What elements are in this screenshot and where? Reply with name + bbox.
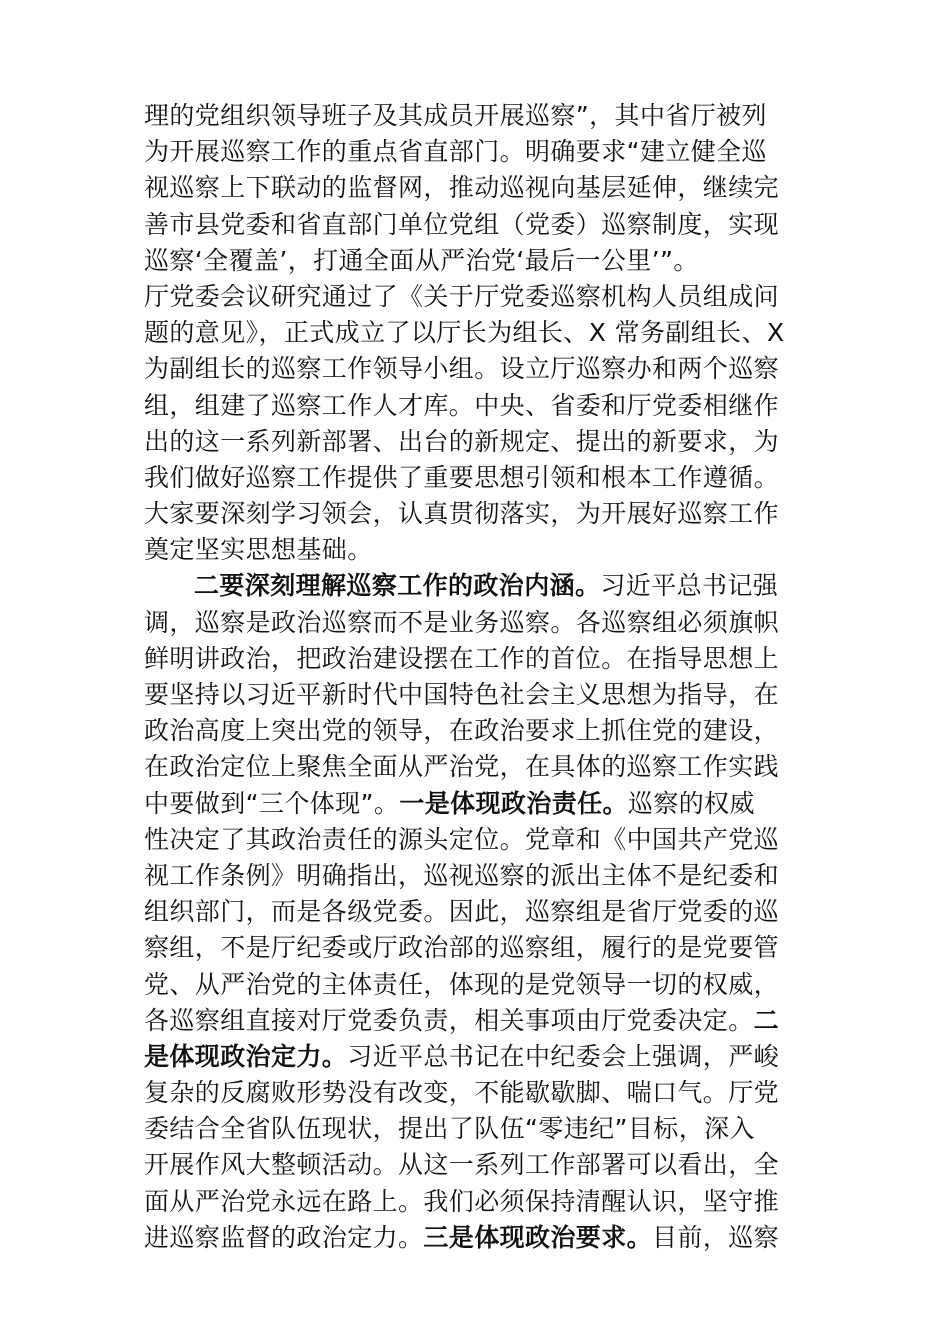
body-text: 委结合全省队伍现状，提出了队伍“零违纪”目标，深入 [144,1114,755,1144]
text-line [144,822,810,858]
body-text: 在政治定位上聚焦全面从严治党，在具体的巡察工作实践 [144,752,780,782]
text-line [144,858,810,894]
bold-heading-text: 二 [753,1005,780,1035]
body-text: 视工作条例》明确指出，巡视巡察的派出主体不是纪委和 [144,860,780,890]
text-line [144,641,810,677]
body-text: 视巡察上下联动的监督网，推动巡视向基层延伸，继续完 [144,173,780,203]
body-text: 性决定了其政治责任的源头定位。党章和《中国共产党巡 [144,824,780,854]
text-line [144,207,810,243]
bold-heading-text: 二要深刻理解巡察工作的政治内涵。 [194,571,601,601]
text-line [144,279,810,315]
body-text: 奠定坚实思想基础。 [144,535,373,565]
text-line [144,170,810,206]
text-line [144,460,810,496]
body-text: 题的意见》，正式成立了以厅长为组长、X 常务副组长、X [144,318,785,348]
body-text: 调，巡察是政治巡察而不是业务巡察。各巡察组必须旗帜 [144,607,780,637]
body-text: 厅党委会议研究通过了《关于厅党委巡察机构人员组成问 [144,281,780,311]
body-text: 巡察的权威 [627,788,755,818]
text-line [144,532,810,568]
text-line [144,605,810,641]
body-text: 进巡察监督的政治定力。 [144,1222,424,1252]
body-text: 党、从严治党的主体责任，体现的是党领导一切的权威， [144,969,780,999]
text-line [144,496,810,532]
body-text: 中要做到“三个体现”。 [144,788,400,818]
body-text: 为开展巡察工作的重点省直部门。明确要求“建立健全巡 [144,137,767,167]
body-text: 各巡察组直接对厅党委负责，相关事项由厅党委决定。 [144,1005,754,1035]
body-text: 察组，不是厅纪委或厅政治部的巡察组，履行的是党要管 [144,933,780,963]
body-text: 巡察‘全覆盖’，打通全面从严治党‘最后一公里’”。 [144,245,699,275]
body-text: 习近平总书记强 [600,571,779,601]
text-line [144,315,810,351]
text-line [144,1003,810,1039]
text-line [144,1184,810,1220]
text-line [144,424,810,460]
body-text: 我们做好巡察工作提供了重要思想引领和根本工作遵循。 [144,462,780,492]
body-text: 政治高度上突出党的领导，在政治要求上抓住党的建设， [144,716,780,746]
body-text: 目前，巡察 [652,1222,780,1252]
body-text: 要坚持以习近平新时代中国特色社会主义思想为指导，在 [144,680,780,709]
text-line [144,568,810,604]
bold-heading-text: 是体现政治定力。 [144,1041,348,1071]
text-line [144,134,810,170]
body-text: 习近平总书记在中纪委会上强调，严峻 [347,1041,780,1071]
text-line [144,749,810,785]
body-text: 开展作风大整顿活动。从这一系列工作部署可以看出，全 [144,1150,780,1180]
text-line [144,677,810,713]
text-line [144,388,810,424]
body-text: 组，组建了巡察工作人才库。中央、省委和厅党委相继作 [144,390,780,420]
body-text: 大家要深刻学习领会，认真贯彻落实，为开展好巡察工作 [144,499,780,529]
text-line [144,1039,810,1075]
text-line [144,713,810,749]
body-text: 出的这一系列新部署、出台的新规定、提出的新要求，为 [144,426,780,456]
text-line [144,351,810,387]
body-text: 面从严治党永远在路上。我们必须保持清醒认识，坚守推 [144,1186,780,1216]
text-line [144,1111,810,1147]
text-line [144,243,810,279]
body-text: 鲜明讲政治，把政治建设摆在工作的首位。在指导思想上 [144,643,780,673]
text-line [144,1220,810,1256]
body-text: 理的党组织领导班子及其成员开展巡察”，其中省厅被列 [144,101,767,130]
document-body-text [144,98,810,1256]
text-line [144,786,810,822]
text-line [144,1075,810,1111]
body-text: 组织部门，而是各级党委。因此，巡察组是省厅党委的巡 [144,897,780,927]
bold-heading-text: 三是体现政治要求。 [423,1222,653,1252]
text-line [144,930,810,966]
text-line [144,1147,810,1183]
text-line [144,894,810,930]
body-text: 善市县党委和省直部门单位党组（党委）巡察制度，实现 [144,209,780,239]
text-line [144,98,810,134]
body-text: 复杂的反腐败形势没有改变，不能歇歇脚、喘口气。厅党 [144,1078,780,1108]
body-text: 为副组长的巡察工作领导小组。设立厅巡察办和两个巡察 [144,354,780,384]
bold-heading-text: 一是体现政治责任。 [399,788,628,818]
text-line [144,967,810,1003]
